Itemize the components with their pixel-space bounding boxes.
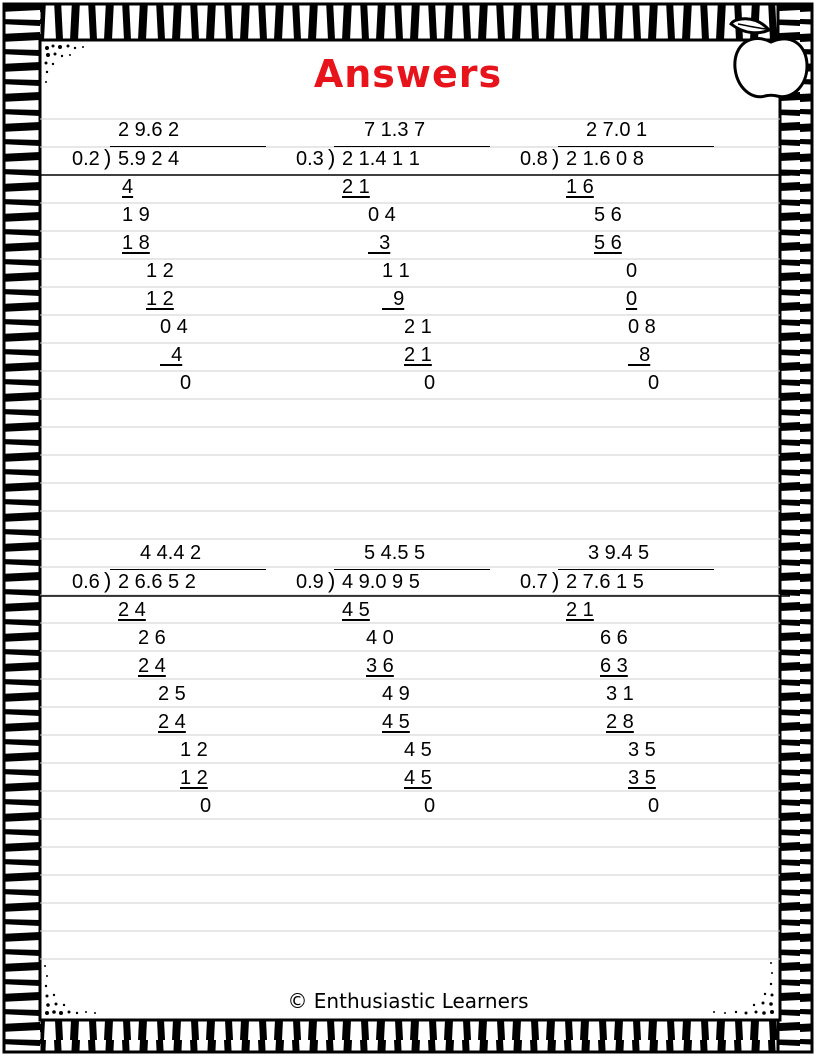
division-bracket: ) <box>104 145 112 170</box>
quotient: 2 7.0 1 <box>586 119 648 141</box>
work-step: 1 2 <box>180 739 208 761</box>
divisor: 0.9 <box>296 571 324 593</box>
dividend: 4 9.0 9 5 <box>342 571 420 593</box>
divisor: 0.2 <box>72 148 100 170</box>
work-step: 2 4 <box>118 599 146 621</box>
quotient: 3 9.4 5 <box>588 542 650 564</box>
work-step: 2 8 <box>606 711 634 733</box>
work-step: 1 1 <box>382 260 410 282</box>
quotient: 7 1.3 7 <box>364 119 426 141</box>
work-step: 4 5 <box>342 599 370 621</box>
work-step: 5 6 <box>594 232 622 254</box>
quotient: 2 9.6 2 <box>118 119 180 141</box>
dividend: 2 7.6 1 5 <box>566 571 644 593</box>
work-step: 2 5 <box>158 683 186 705</box>
page-title: Answers <box>313 52 503 96</box>
work-step: 3 5 <box>628 739 656 761</box>
work-step: 0 <box>180 372 192 394</box>
work-step: 0 <box>626 260 638 282</box>
work-step: 0 <box>424 795 436 817</box>
work-step: 1 2 <box>146 288 174 310</box>
work-step: 0 <box>648 795 660 817</box>
divisor: 0.8 <box>520 148 548 170</box>
work-step: 3 5 <box>628 767 656 789</box>
division-bracket: ) <box>328 568 336 593</box>
work-step: 0 <box>648 372 660 394</box>
divisor: 0.6 <box>72 571 100 593</box>
dividend: 2 1.4 1 1 <box>342 148 420 170</box>
work-step: 0 <box>424 372 436 394</box>
work-step: 0 4 <box>368 204 396 226</box>
work-step: 2 1 <box>404 344 432 366</box>
divisor: 0.7 <box>520 571 548 593</box>
work-step: 2 4 <box>158 711 186 733</box>
divisor: 0.3 <box>296 148 324 170</box>
division-bracket: ) <box>552 145 560 170</box>
work-step: 0 8 <box>628 316 656 338</box>
work-step: 9 <box>382 288 405 310</box>
work-step: 4 5 <box>404 739 432 761</box>
work-step: 1 2 <box>146 260 174 282</box>
work-step: 4 9 <box>382 683 410 705</box>
work-step: 3 6 <box>366 655 394 677</box>
division-bracket: ) <box>104 568 112 593</box>
work-step: 4 0 <box>366 627 394 649</box>
work-step: 2 1 <box>342 176 370 198</box>
work-step: 2 1 <box>566 599 594 621</box>
work-step: 4 <box>122 176 134 198</box>
work-step: 5 6 <box>594 204 622 226</box>
work-step: 0 <box>200 795 212 817</box>
division-bracket: ) <box>328 145 336 170</box>
work-step: 3 1 <box>606 683 634 705</box>
work-step: 2 4 <box>138 655 166 677</box>
division-bracket: ) <box>552 568 560 593</box>
work-step: 2 1 <box>404 316 432 338</box>
work-step: 8 <box>628 344 651 366</box>
work-step: 4 <box>160 344 183 366</box>
dividend: 5.9 2 4 <box>118 148 180 170</box>
work-step: 2 6 <box>138 627 166 649</box>
work-step: 0 <box>626 288 638 310</box>
work-step: 6 3 <box>600 655 628 677</box>
work-step: 0 4 <box>160 316 188 338</box>
work-step: 4 5 <box>382 711 410 733</box>
work-step: 1 6 <box>566 176 594 198</box>
work-step: 3 <box>368 232 391 254</box>
work-step: 1 8 <box>122 232 150 254</box>
dividend: 2 1.6 0 8 <box>566 148 644 170</box>
work-step: 1 9 <box>122 204 150 226</box>
work-step: 4 5 <box>404 767 432 789</box>
dividend: 2 6.6 5 2 <box>118 571 196 593</box>
work-step: 6 6 <box>600 627 628 649</box>
quotient: 4 4.4 2 <box>140 542 202 564</box>
copyright-footer: © Enthusiastic Learners <box>287 989 529 1013</box>
quotient: 5 4.5 5 <box>364 542 426 564</box>
work-step: 1 2 <box>180 767 208 789</box>
